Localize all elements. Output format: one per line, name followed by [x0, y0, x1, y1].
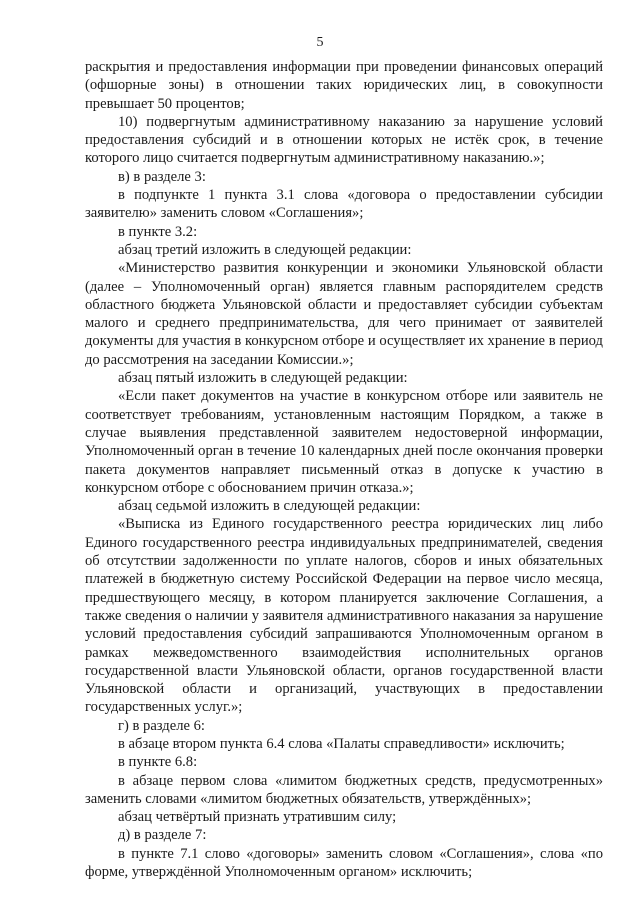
paragraph: в пункте 6.8: — [118, 754, 198, 771]
paragraph: в абзаце первом слова «лимитом бюджетных средств, предусмотренных» заменить словами «лимитом бюджетных обязательств, утверждённых»; — [85, 772, 603, 807]
paragraph: раскрытия и предоставления информации при проведении финансовых операций (офшорные зоны) в отношении таких юридических лиц, в совокупности превышает 50 процентов; — [85, 59, 603, 112]
paragraph: «Министерство развития конкуренции и экономики Ульяновской области (далее – Уполномоченный орган) является главным распорядителем средств областного бюджета Ульяновской области и предоставляет субсидии субъектам малого и среднего предпринимательства, для чего принимает от заявителей документы для участия в конкурсном отборе и осуществляет их хранение в период до рассмотрения на заседании Комиссии.»; — [85, 260, 603, 368]
paragraph: абзац четвёртый признать утратившим силу; — [118, 809, 397, 826]
paragraph: в абзаце втором пункта 6.4 слова «Палаты справедливости» исключить; — [118, 735, 565, 752]
paragraph: 10) подвергнутым административному наказанию за нарушение условий предоставления субсидий и в отношении которых не истёк срок, в течение которого лицо считается подвергнутым административному наказанию.»; — [85, 113, 603, 167]
section-heading: г) в разделе 6: — [118, 717, 205, 734]
paragraph: абзац седьмой изложить в следующей редакции: — [118, 498, 421, 515]
paragraph: «Выписка из Единого государственного реестра юридических лиц либо Единого государственного реестра индивидуальных предпринимателей, сведения об отсутствии задолженности по уплате налогов, сборов и иных обязательных платежей в бюджетную систему Российской Федерации на первое число месяца, предшествующего месяцу, в котором планируется заключение Соглашения, а также сведения о наличии у заявителя административного наказания за нарушение условий предоставления субсидий запрашиваются Уполномоченным органом в рамках межведомственного взаимодействия исполнительных органов государственной власти Ульяновской области, органов государственной власти Ульяновской области и организаций, участвующих в предоставлении государственных услуг.»; — [85, 516, 603, 716]
paragraph: «Если пакет документов на участие в конкурсном отборе или заявитель не соответствует требованиям, установленным настоящим Порядком, а также в случае выявления представленной заявителем недостоверной информации, Уполномоченный орган в течение 10 календарных дней после окончания проверки пакета документов направляет письменный отказ в допуске к участию в конкурсном отборе с обоснованием причин отказа.»; — [85, 388, 603, 496]
paragraph: в пункте 3.2: — [118, 223, 198, 240]
section-heading: д) в разделе 7: — [118, 827, 207, 844]
paragraph: в подпункте 1 пункта 3.1 слова «договора о предоставлении субсидии заявителю» заменить словом «Соглашения»; — [85, 187, 603, 222]
section-heading: в) в разделе 3: — [118, 168, 206, 185]
paragraph: в пункте 7.1 слово «договоры» заменить словом «Соглашения», слова «по форме, утверждённой Уполномоченным органом» исключить; — [85, 845, 603, 881]
document-body — [85, 58, 603, 881]
paragraph: абзац третий изложить в следующей редакции: — [118, 241, 412, 258]
paragraph: абзац пятый изложить в следующей редакции: — [118, 370, 408, 387]
page-number: 5 — [316, 35, 324, 50]
